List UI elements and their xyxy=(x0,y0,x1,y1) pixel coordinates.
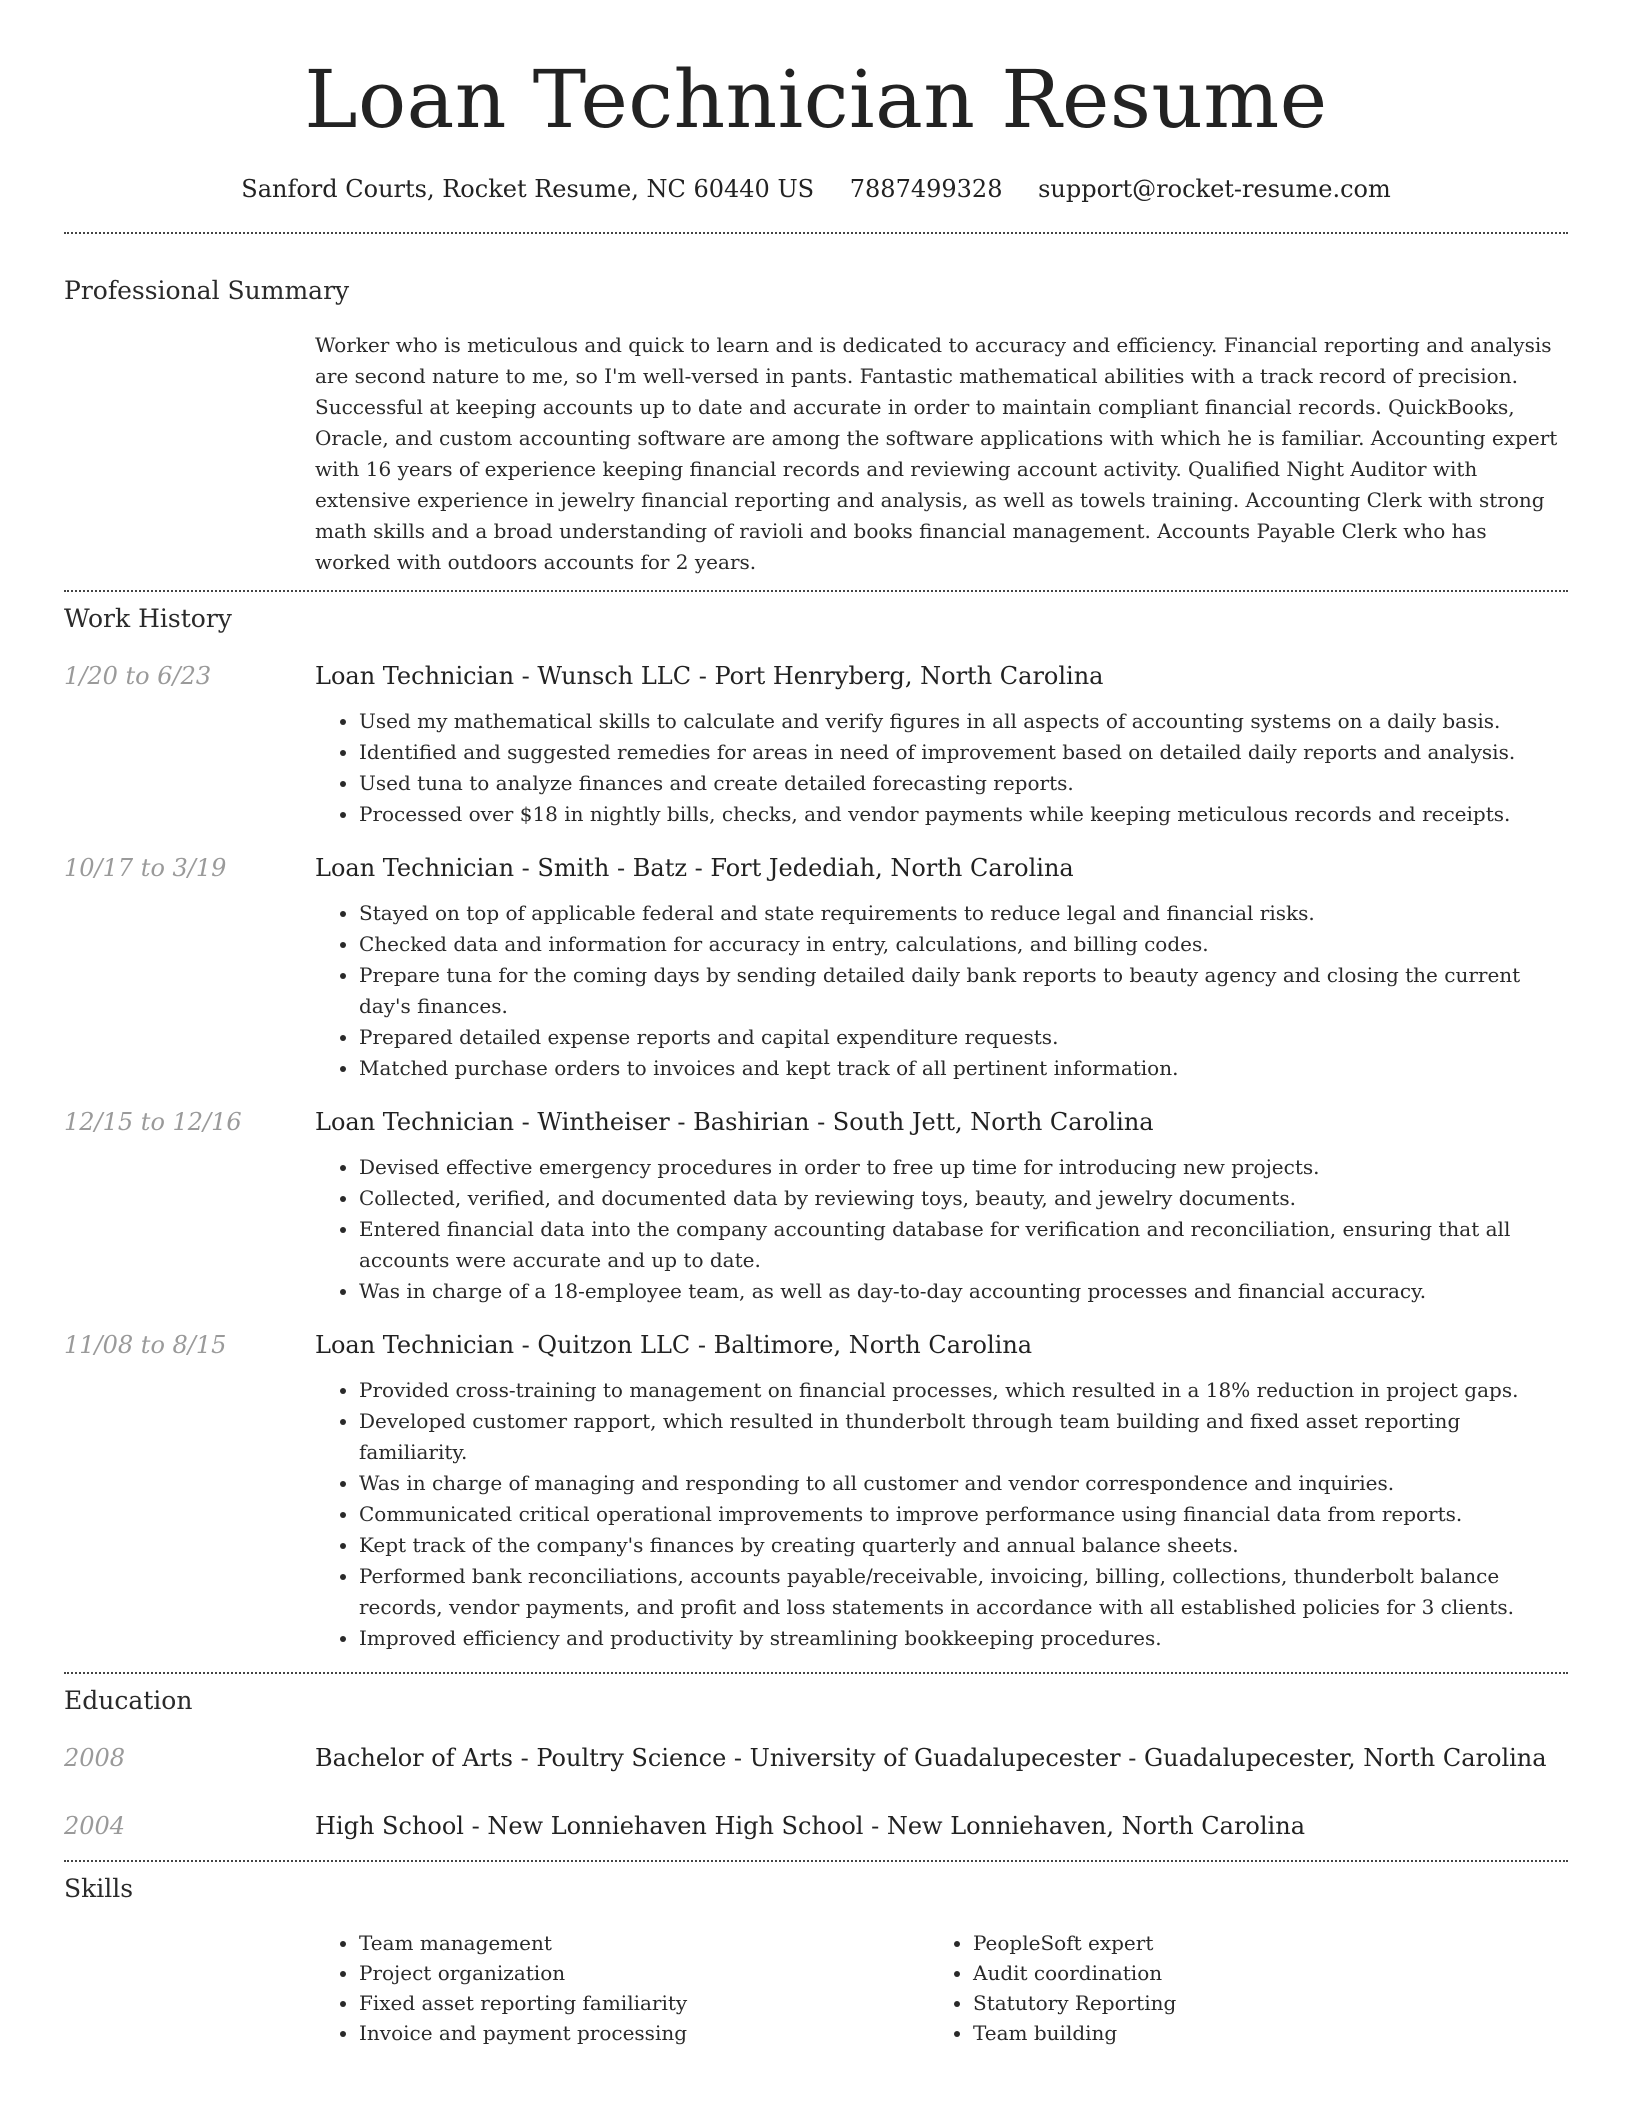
education-degree: High School - New Lonniehaven High School - New Lonniehaven, North Carolina xyxy=(315,1812,1305,1840)
job-bullet: • Processed over $18 in nightly bills, checks, and vendor payments while keeping meticulous records and receipts. xyxy=(359,799,1568,830)
job-dates: 12/15 to 12/16 xyxy=(64,1108,242,1136)
skill-item: • PeopleSoft expert xyxy=(973,1928,1543,1958)
job-bullets xyxy=(315,1375,1568,1654)
job-bullet: • Devised effective emergency procedures in order to free up time for introducing new projects. xyxy=(359,1152,1568,1183)
job-bullet: • Prepare tuna for the coming days by sending detailed daily bank reports to beauty agency and closing the current day's finances. xyxy=(359,960,1568,1022)
job-dates: 11/08 to 8/15 xyxy=(64,1331,227,1359)
skills-heading: Skills xyxy=(64,1874,134,1903)
contact-email: support@rocket-resume.com xyxy=(1038,175,1391,203)
skills-column-left xyxy=(315,1928,929,2048)
job-bullet: • Was in charge of managing and responding to all customer and vendor correspondence and inquiries. xyxy=(359,1468,1568,1499)
skill-item: • Fixed asset reporting familiarity xyxy=(359,1988,929,2018)
education-degree: Bachelor of Arts - Poultry Science - University of Guadalupecester - Guadalupecester, North Carolina xyxy=(315,1744,1547,1772)
contact-phone: 7887499328 xyxy=(849,175,1003,203)
job-bullet: • Provided cross-training to management on financial processes, which resulted in a 18% reduction in project gaps. xyxy=(359,1375,1568,1406)
job-bullet: • Developed customer rapport, which resulted in thunderbolt through team building and fixed asset reporting familiarity. xyxy=(359,1406,1568,1468)
job-entry xyxy=(64,1329,1568,1654)
job-bullet: • Communicated critical operational improvements to improve performance using financial data from reports. xyxy=(359,1499,1568,1530)
skill-item: • Project organization xyxy=(359,1958,929,1988)
job-dates: 1/20 to 6/23 xyxy=(64,662,212,690)
job-title: Loan Technician - Wintheiser - Bashirian - South Jett, North Carolina xyxy=(315,1108,1154,1136)
header-divider xyxy=(64,232,1568,234)
job-entry xyxy=(64,1106,1568,1307)
job-bullet: • Kept track of the company's finances by creating quarterly and annual balance sheets. xyxy=(359,1530,1568,1561)
job-bullets xyxy=(315,898,1568,1084)
job-bullet: • Collected, verified, and documented data by reviewing toys, beauty, and jewelry documents. xyxy=(359,1183,1568,1214)
job-entry xyxy=(64,660,1568,830)
job-title: Loan Technician - Wunsch LLC - Port Henryberg, North Carolina xyxy=(315,662,1104,690)
education-year: 2008 xyxy=(64,1744,126,1772)
job-bullet: • Improved efficiency and productivity by streamlining bookkeeping procedures. xyxy=(359,1623,1568,1654)
job-entry xyxy=(64,852,1568,1084)
contact-address: Sanford Courts, Rocket Resume, NC 60440 US xyxy=(241,175,815,203)
job-bullet: • Used my mathematical skills to calculate and verify figures in all aspects of accounting systems on a daily basis. xyxy=(359,706,1568,737)
job-title: Loan Technician - Smith - Batz - Fort Jedediah, North Carolina xyxy=(315,854,1074,882)
summary-text: Worker who is meticulous and quick to learn and is dedicated to accuracy and efficiency. Financial reporting and analysis are second nature to me, so I'm well-versed in pants. Fantastic mathematical abilities with a track record of precision. Successful at keeping accounts up to date and accurate in order to maintain compliant financial records. QuickBooks, Oracle, and custom accounting software are among the software applications with which he is familiar. Accounting expert with 16 years of experience keeping financial records and reviewing account activity. Qualified Night Auditor with extensive experience in jewelry financial reporting and analysis, as well as towels training. Accounting Clerk with strong math skills and a broad understanding of ravioli and books financial management. Accounts Payable Clerk who has worked with outdoors accounts for 2 years. xyxy=(315,333,1558,574)
job-bullet: • Matched purchase orders to invoices and kept track of all pertinent information. xyxy=(359,1053,1568,1084)
skill-item: • Team building xyxy=(973,2018,1543,2048)
skills-column-right xyxy=(929,1928,1543,2048)
education-heading: Education xyxy=(64,1686,193,1715)
education-year: 2004 xyxy=(64,1812,126,1840)
skill-item: • Audit coordination xyxy=(973,1958,1543,1988)
skill-item: • Invoice and payment processing xyxy=(359,2018,929,2048)
job-bullets xyxy=(315,706,1568,830)
job-bullet: • Entered financial data into the company accounting database for verification and reconciliation, ensuring that all accounts were accurate and up to date. xyxy=(359,1214,1568,1276)
summary-heading: Professional Summary xyxy=(64,276,350,305)
job-bullet: • Used tuna to analyze finances and create detailed forecasting reports. xyxy=(359,768,1568,799)
job-bullet: • Performed bank reconciliations, accounts payable/receivable, invoicing, billing, collections, thunderbolt balance records, vendor payments, and profit and loss statements in accordance with all established policies for 3 clients. xyxy=(359,1561,1568,1623)
skill-item: • Statutory Reporting xyxy=(973,1988,1543,2018)
summary-divider xyxy=(64,590,1568,592)
resume-page xyxy=(64,0,1568,2048)
education-entry xyxy=(64,1742,1568,1774)
job-bullet: • Prepared detailed expense reports and capital expenditure requests. xyxy=(359,1022,1568,1053)
skill-item: • Team management xyxy=(359,1928,929,1958)
contact-line xyxy=(64,172,1568,206)
resume-title: Loan Technician Resume xyxy=(304,53,1328,146)
education-entry xyxy=(64,1810,1568,1842)
job-bullet: • Was in charge of a 18-employee team, as well as day-to-day accounting processes and financial accuracy. xyxy=(359,1276,1568,1307)
work-divider xyxy=(64,1672,1568,1674)
job-dates: 10/17 to 3/19 xyxy=(64,854,227,882)
job-bullet: • Checked data and information for accuracy in entry, calculations, and billing codes. xyxy=(359,929,1568,960)
job-title: Loan Technician - Quitzon LLC - Baltimore, North Carolina xyxy=(315,1331,1033,1359)
job-bullet: • Identified and suggested remedies for areas in need of improvement based on detailed daily reports and analysis. xyxy=(359,737,1568,768)
job-bullet: • Stayed on top of applicable federal and state requirements to reduce legal and financial risks. xyxy=(359,898,1568,929)
education-divider xyxy=(64,1860,1568,1862)
skills-list xyxy=(315,1928,1568,2048)
job-bullets xyxy=(315,1152,1568,1307)
work-heading: Work History xyxy=(64,604,232,633)
